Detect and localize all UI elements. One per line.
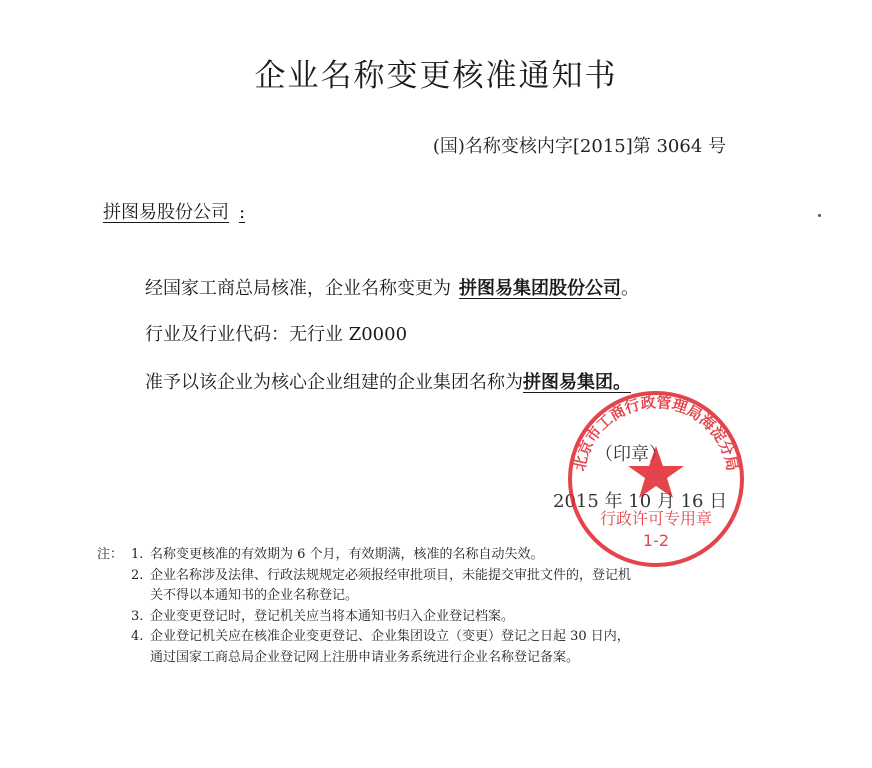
new-company-name: 拼图易集团股份公司 [459,278,621,299]
group-name-statement [145,368,631,394]
note-text: 企业名称涉及法律、行政法规规定必须报经审批项目，未能提交审批文件的，登记机 [150,567,632,583]
note-item [97,627,631,668]
star-icon [628,446,684,498]
document-number: (国)名称变核内字[2015]第 3064 号 [432,136,726,157]
note-number: 2. [131,567,144,583]
note-text: 名称变更核准的有效期为 6 个月，有效期满，核准的名称自动失效。 [150,547,544,562]
group-text: 准予以该企业为核心企业组建的企业集团名称为 [145,372,523,393]
scan-speck [818,214,821,217]
addressee [103,198,245,224]
seal-outer-text: 北京市工商行政管理局海淀分局 [570,393,742,473]
seal-label: （印章） [595,444,667,465]
addressee-colon: : [239,202,246,223]
approval-period: 。 [621,278,639,299]
notes-section [97,545,631,668]
addressee-name: 拼图易股份公司 [103,202,229,223]
note-text: 通过国家工商总局企业登记网上注册申请业务系统进行企业名称登记备案。 [150,649,580,665]
official-seal [560,388,752,570]
group-name: 拼图易集团。 [523,372,631,393]
note-text: 企业登记机关应在核准企业变更登记、企业集团设立（变更）登记之日起 30 日内， [150,629,630,644]
approval-statement [145,274,639,300]
issue-date: 2015 年 10 月 16 日 [553,491,728,512]
note-item [97,607,631,628]
note-number: 1. [131,547,144,562]
note-text: 企业变更登记时，登记机关应当将本通知书归入企业登记档案。 [150,608,515,624]
note-item [97,566,631,607]
seal-code: 1-2 [642,531,670,550]
document-title: 企业名称变更核准通知书 [254,58,618,94]
note-text: 关不得以本通知书的企业名称登记。 [150,588,359,603]
notes-prefix: 注： [97,547,124,562]
note-item [97,545,631,566]
note-number: 3. [131,608,144,624]
note-number: 4. [131,629,144,644]
industry-code-line: 行业及行业代码：无行业 Z0000 [145,324,408,345]
approval-text: 经国家工商总局核准，企业名称变更为 [145,278,451,299]
seal-inner-text: 行政许可专用章 [599,509,713,528]
